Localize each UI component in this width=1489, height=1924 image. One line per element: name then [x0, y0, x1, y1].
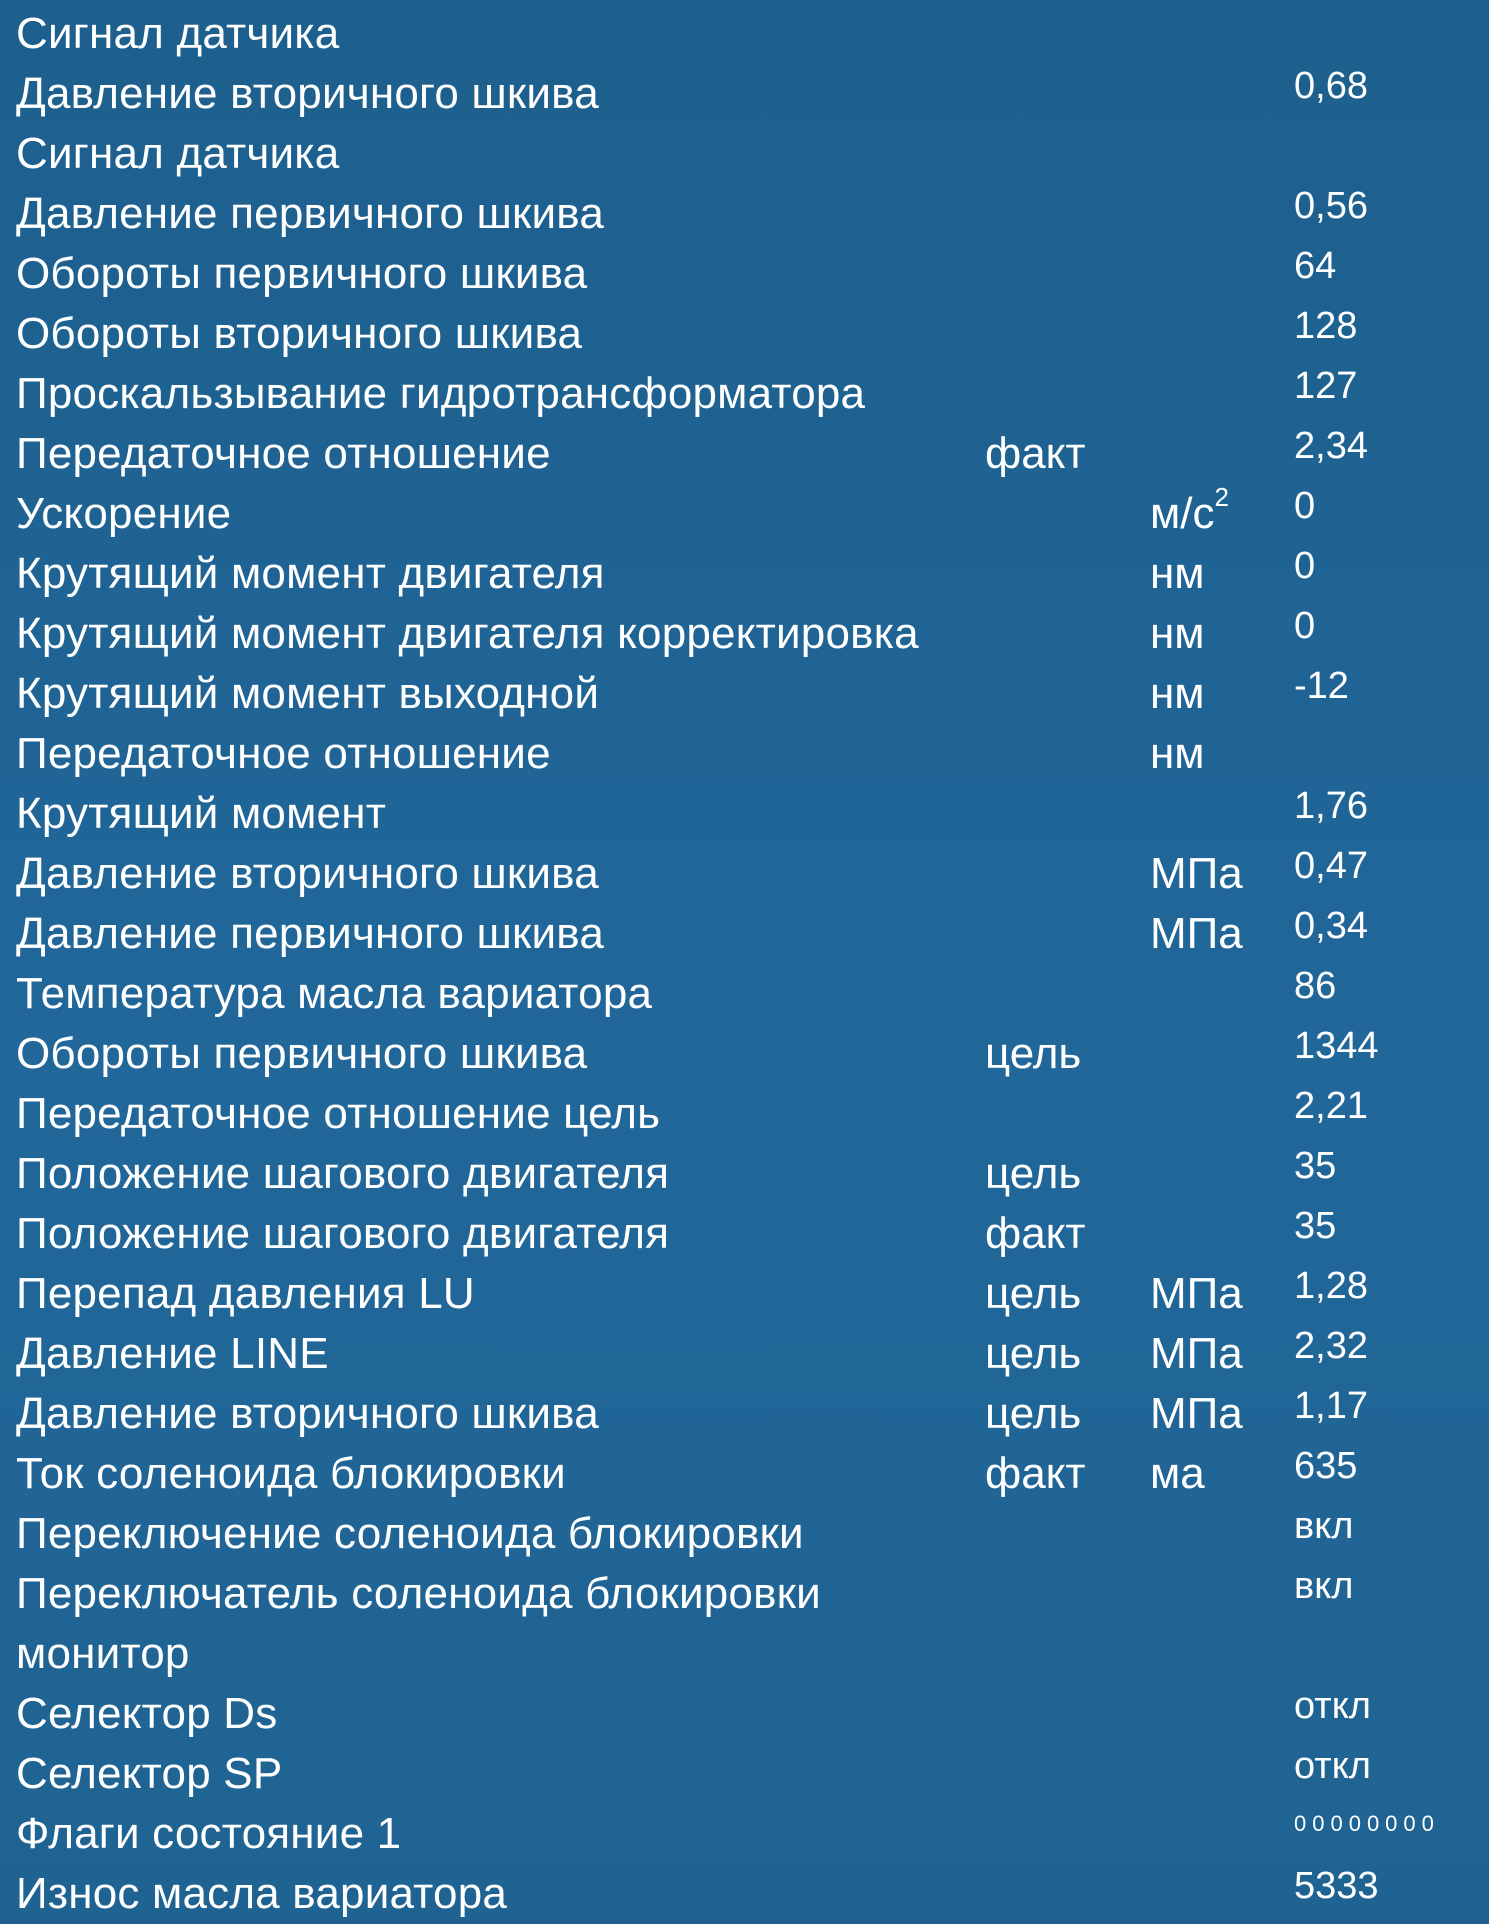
- data-row: [0, 484, 1489, 544]
- parameter-label: Ток соленоида блокировки: [16, 1449, 566, 1498]
- unit-text: МПа: [1150, 909, 1243, 958]
- data-row: [0, 424, 1489, 484]
- parameter-value: 1,28: [1294, 1265, 1368, 1307]
- unit-text: ма: [1150, 1449, 1205, 1498]
- parameter-qualifier: цель: [985, 1389, 1082, 1438]
- parameter-value: 0,56: [1294, 185, 1368, 227]
- parameter-unit: [1150, 1384, 1243, 1444]
- parameter-value: 635: [1294, 1445, 1358, 1487]
- parameter-value: 1,76: [1294, 785, 1368, 827]
- parameter-label: Ускорение: [16, 489, 232, 538]
- parameter-unit: [1150, 484, 1229, 544]
- data-row: [0, 1324, 1489, 1384]
- parameter-unit: [1150, 724, 1205, 784]
- unit-superscript: 2: [1214, 482, 1229, 512]
- data-row: [0, 124, 1489, 184]
- parameter-value: откл: [1294, 1685, 1371, 1727]
- unit-text: м/с: [1150, 489, 1215, 538]
- parameter-value: 35: [1294, 1145, 1337, 1187]
- unit-text: нм: [1150, 549, 1205, 598]
- parameter-label: Селектор Ds: [16, 1689, 278, 1738]
- parameter-value: вкл: [1294, 1565, 1354, 1607]
- unit-text: нм: [1150, 729, 1205, 778]
- parameter-label: Крутящий момент: [16, 789, 387, 838]
- unit-text: МПа: [1150, 1329, 1243, 1378]
- parameter-qualifier: факт: [985, 1449, 1086, 1498]
- data-row: [0, 304, 1489, 364]
- unit-text: МПа: [1150, 1389, 1243, 1438]
- parameter-label: Переключатель соленоида блокировки: [16, 1569, 821, 1618]
- data-row: [0, 1624, 1489, 1684]
- parameter-label: Давление вторичного шкива: [16, 1389, 599, 1438]
- parameter-label: Давление вторичного шкива: [16, 849, 599, 898]
- parameter-label: Крутящий момент двигателя корректировка: [16, 609, 919, 658]
- parameter-label: Обороты первичного шкива: [16, 1029, 588, 1078]
- unit-text: МПа: [1150, 1269, 1243, 1318]
- parameter-label: Давление первичного шкива: [16, 189, 605, 238]
- parameter-value: 0: [1294, 545, 1316, 587]
- data-row: [0, 1864, 1489, 1924]
- parameter-value: 0: [1294, 485, 1316, 527]
- parameter-label: Передаточное отношение цель: [16, 1089, 661, 1138]
- data-row: [0, 1564, 1489, 1624]
- parameter-label: Давление первичного шкива: [16, 909, 605, 958]
- data-row: [0, 1024, 1489, 1084]
- data-row: [0, 4, 1489, 64]
- data-row: [0, 1804, 1489, 1864]
- parameter-value: 127: [1294, 365, 1358, 407]
- parameter-label: Передаточное отношение: [16, 729, 551, 778]
- data-row: [0, 724, 1489, 784]
- unit-text: МПа: [1150, 849, 1243, 898]
- parameter-unit: [1150, 1264, 1243, 1324]
- parameter-label: Передаточное отношение: [16, 429, 551, 478]
- data-row: [0, 784, 1489, 844]
- parameter-unit: [1150, 544, 1205, 604]
- data-row: [0, 1204, 1489, 1264]
- data-row: [0, 1684, 1489, 1744]
- parameter-value: 2,32: [1294, 1325, 1368, 1367]
- data-row: [0, 1744, 1489, 1804]
- parameter-label: монитор: [16, 1629, 190, 1678]
- parameter-label: Сигнал датчика: [16, 9, 340, 58]
- data-row: [0, 244, 1489, 304]
- parameter-label: Давление вторичного шкива: [16, 69, 599, 118]
- parameter-label: Сигнал датчика: [16, 129, 340, 178]
- parameter-value: 5333: [1294, 1865, 1379, 1907]
- parameter-value: 1344: [1294, 1025, 1379, 1067]
- parameter-label: Селектор SP: [16, 1749, 283, 1798]
- data-row: [0, 364, 1489, 424]
- parameter-value: 35: [1294, 1205, 1337, 1247]
- parameter-value: 64: [1294, 245, 1337, 287]
- data-row: [0, 64, 1489, 124]
- data-row: [0, 904, 1489, 964]
- parameter-qualifier: факт: [985, 1209, 1086, 1258]
- parameter-unit: [1150, 604, 1205, 664]
- parameter-qualifier: цель: [985, 1269, 1082, 1318]
- parameter-label: Обороты первичного шкива: [16, 249, 588, 298]
- parameter-value: 1,17: [1294, 1385, 1368, 1427]
- parameter-unit: [1150, 664, 1205, 724]
- parameter-value: 86: [1294, 965, 1337, 1007]
- parameter-label: Износ масла вариатора: [16, 1869, 508, 1918]
- parameter-value: 0: [1294, 605, 1316, 647]
- parameter-value: вкл: [1294, 1505, 1354, 1547]
- data-row: [0, 604, 1489, 664]
- parameter-unit: [1150, 1324, 1243, 1384]
- parameter-qualifier: факт: [985, 429, 1086, 478]
- parameter-label: Положение шагового двигателя: [16, 1209, 670, 1258]
- parameter-value: 0,34: [1294, 905, 1368, 947]
- parameter-label: Обороты вторичного шкива: [16, 309, 583, 358]
- parameter-label: Проскальзывание гидротрансформатора: [16, 369, 866, 418]
- data-row: [0, 844, 1489, 904]
- data-row: [0, 184, 1489, 244]
- parameter-value: 2,21: [1294, 1085, 1368, 1127]
- parameter-label: Перепад давления LU: [16, 1269, 475, 1318]
- data-row: [0, 544, 1489, 604]
- parameter-unit: [1150, 1444, 1205, 1504]
- parameter-value: 2,34: [1294, 425, 1368, 467]
- parameter-value: 128: [1294, 305, 1358, 347]
- parameter-unit: [1150, 904, 1243, 964]
- parameter-qualifier: цель: [985, 1029, 1082, 1078]
- unit-text: нм: [1150, 609, 1205, 658]
- parameter-label: Крутящий момент двигателя: [16, 549, 605, 598]
- parameter-label: Давление LINE: [16, 1329, 329, 1378]
- data-row: [0, 664, 1489, 724]
- parameter-label: Флаги состояние 1: [16, 1809, 402, 1858]
- parameter-label: Переключение соленоида блокировки: [16, 1509, 804, 1558]
- parameter-unit: [1150, 844, 1243, 904]
- parameter-value: 0,68: [1294, 65, 1368, 107]
- parameter-value: -12: [1294, 665, 1349, 707]
- parameter-value: откл: [1294, 1745, 1371, 1787]
- data-row: [0, 1144, 1489, 1204]
- parameter-label: Температура масла вариатора: [16, 969, 653, 1018]
- parameter-value: 0,47: [1294, 845, 1368, 887]
- data-row: [0, 1264, 1489, 1324]
- data-row: [0, 1504, 1489, 1564]
- parameter-label: Положение шагового двигателя: [16, 1149, 670, 1198]
- parameter-qualifier: цель: [985, 1329, 1082, 1378]
- unit-text: нм: [1150, 669, 1205, 718]
- parameter-label: Крутящий момент выходной: [16, 669, 600, 718]
- parameter-value: 00000000: [1294, 1811, 1440, 1836]
- data-row: [0, 964, 1489, 1024]
- data-row: [0, 1444, 1489, 1504]
- data-row: [0, 1084, 1489, 1144]
- parameter-qualifier: цель: [985, 1149, 1082, 1198]
- data-row: [0, 1384, 1489, 1444]
